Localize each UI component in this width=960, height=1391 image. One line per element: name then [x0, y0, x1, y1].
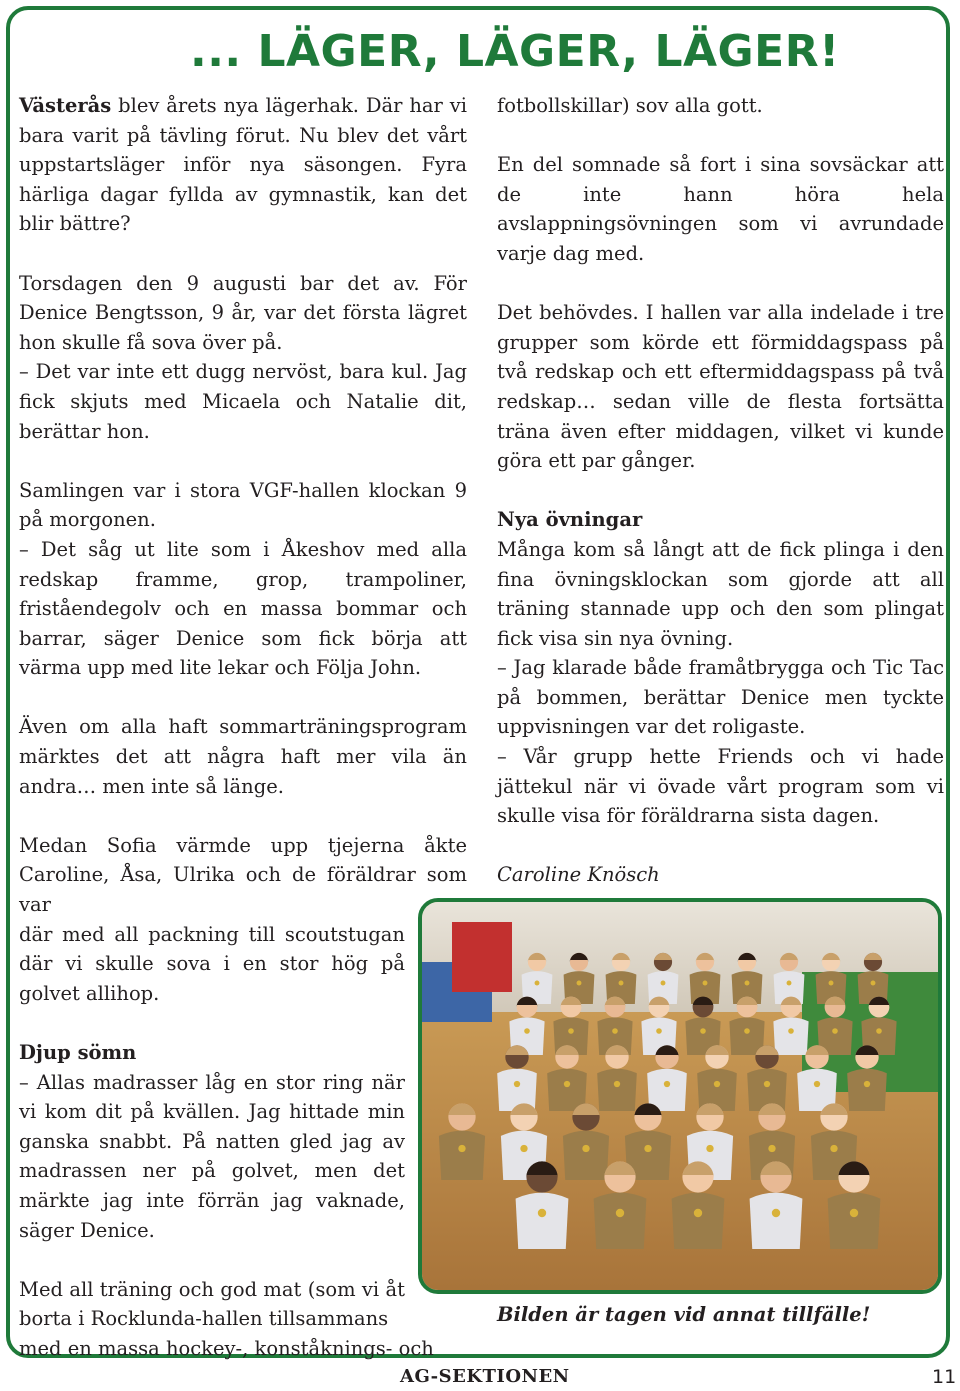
paragraph-food-narrow: Med all träning och god mat (som vi åt borta i Rocklunda-hallen tillsammans [19, 1277, 405, 1331]
article-title: ... LÄGER, LÄGER, LÄGER! [190, 26, 840, 77]
medal [577, 981, 582, 986]
intro-text: blev årets nya lägerhak. Där har vi bara varit på tävling förut. Nu blev det vårt uppstartsläger inför nya säsongen. Fyra härliga dagar fyllda av gymnastik, kan det blir bättre? [19, 94, 467, 236]
medal [694, 1209, 702, 1217]
paragraph-gathering: Samlingen var i stora VGF-hallen klockan 9 på morgonen. [19, 478, 467, 532]
quote-not-nervous: – Det var inte ett dugg nervöst, bara kul. Jag fick skjuts med Micaela och Natalie dit, berättar hon. [19, 360, 467, 443]
paragraph-thursday: Torsdagen den 9 augusti bar det av. För Denice Bengtsson, 9 år, var det första lägret hon skulle få sova över på. [19, 271, 467, 354]
medal [745, 981, 750, 986]
medal [458, 1145, 465, 1152]
paragraph-sleeping-bags: En del somnade så fort i sina sovsäckar att de inte hann höra hela avslappningsövningen som vi avrundade varje dag med. [497, 153, 944, 265]
medal [538, 1209, 546, 1217]
gymnast-leotard [773, 1017, 808, 1055]
medal [772, 1209, 780, 1217]
medal [664, 1081, 670, 1087]
medal [535, 981, 540, 986]
paragraph-summer-training: Även om alla haft sommarträningsprogram märktes det att några haft mer vila än andra… men inte så länge. [19, 715, 467, 798]
photo-caption: Bilden är tagen vid annat tillfälle! [497, 1303, 871, 1326]
medal [829, 981, 834, 986]
medal [644, 1145, 651, 1152]
medal [520, 1145, 527, 1152]
footer-section-name: AG-SEKTIONEN [400, 1366, 570, 1387]
gymnast-leotard [847, 1069, 887, 1111]
medal [814, 1081, 820, 1087]
medal [514, 1081, 520, 1087]
medal [656, 1028, 662, 1034]
paragraph-packing-full: Medan Sofia värmde upp tjejerna åkte Caroline, Åsa, Ulrika och de föräldrar som var [19, 833, 467, 917]
gymnast-leotard [594, 1193, 647, 1249]
medal [871, 981, 876, 986]
medal [830, 1145, 837, 1152]
medal [661, 981, 666, 986]
gymnast-leotard [563, 1131, 609, 1180]
quote-friends: – Vår grupp hette Friends och vi hade jättekul när vi övade vårt program som vi skulle visa för föräldrarna sista dagen. [497, 745, 944, 828]
medal [744, 1028, 750, 1034]
quote-mattresses: – Allas madrasser låg en stor ring när vi kom dit på kvällen. Jag hittade min ganska snabbt. På natten gled jag av madrassen ner på golvet, men det märkte jag inte förrän jag vaknade, säger Denice. [19, 1070, 405, 1242]
medal [864, 1081, 870, 1087]
medal [850, 1209, 858, 1217]
medal [788, 1028, 794, 1034]
medal [582, 1145, 589, 1152]
paragraph-intro [19, 91, 467, 239]
heading-deep-sleep: Djup sömn [19, 1041, 137, 1064]
gymnasts-photo-illustration [422, 902, 938, 1290]
medal [616, 1209, 624, 1217]
medal [832, 1028, 838, 1034]
paragraph-packing-narrow: där med all packning till scoutstugan där vi skulle sova i en stor hög på golvet allihop. [19, 922, 405, 1005]
medal [700, 1028, 706, 1034]
medal [703, 981, 708, 986]
heading-new-exercises: Nya övningar [497, 508, 643, 532]
medal [714, 1081, 720, 1087]
paragraph-bell: Många kom så långt att de fick plinga i den fina övningsklockan som gjorde att all träning stannade upp och den som plingat fick visa sin nya övning. [497, 537, 944, 650]
lead-word: Västerås [19, 94, 112, 117]
left-column [19, 91, 467, 1364]
gymnast-leotard [750, 1193, 803, 1249]
gymnast-leotard [497, 1069, 537, 1111]
group-photo [418, 898, 942, 1294]
gymnast-leotard [697, 1069, 737, 1111]
quote-akeshov: – Det såg ut lite som i Åkeshov med alla redskap framme, grop, trampoliner, friståendegolv och en massa bommar och barrar, säger Denice som fick börja att värma upp med lite lekar och Följa John. [19, 537, 467, 680]
gymnast-leotard [672, 1193, 725, 1249]
medal [706, 1145, 713, 1152]
paragraph-slept-well: fotbollskillar) sov alla gott. [497, 94, 763, 117]
author-signature: Caroline Knösch [497, 863, 660, 887]
medal [524, 1028, 530, 1034]
right-column [497, 91, 944, 920]
medal [619, 981, 624, 986]
paragraph-groups: Det behövdes. I hallen var alla indelade i tre grupper som körde ett förmiddagspass på två redskap och ett eftermiddagspass på två redskap… sedan ville de flesta fortsätta träna även efter middagen, vilket vi kunde göra ett par gånger. [497, 301, 944, 473]
medal [787, 981, 792, 986]
medal [764, 1081, 770, 1087]
medal [876, 1028, 882, 1034]
gymnast-leotard [597, 1069, 637, 1111]
medal [568, 1028, 574, 1034]
gymnast-leotard [516, 1193, 569, 1249]
gymnast-leotard [439, 1131, 485, 1180]
paragraph-food-full: med en massa hockey-, konståknings- och [19, 1336, 434, 1360]
medal [614, 1081, 620, 1087]
medal [768, 1145, 775, 1152]
quote-tic-tac: – Jag klarade både framåtbrygga och Tic Tac på bommen, berättar Denice men tyckte uppvisningen var det roligaste. [497, 656, 944, 739]
page-number: 11 [932, 1366, 957, 1388]
medal [612, 1028, 618, 1034]
medal [564, 1081, 570, 1087]
gymnast-leotard [828, 1193, 881, 1249]
